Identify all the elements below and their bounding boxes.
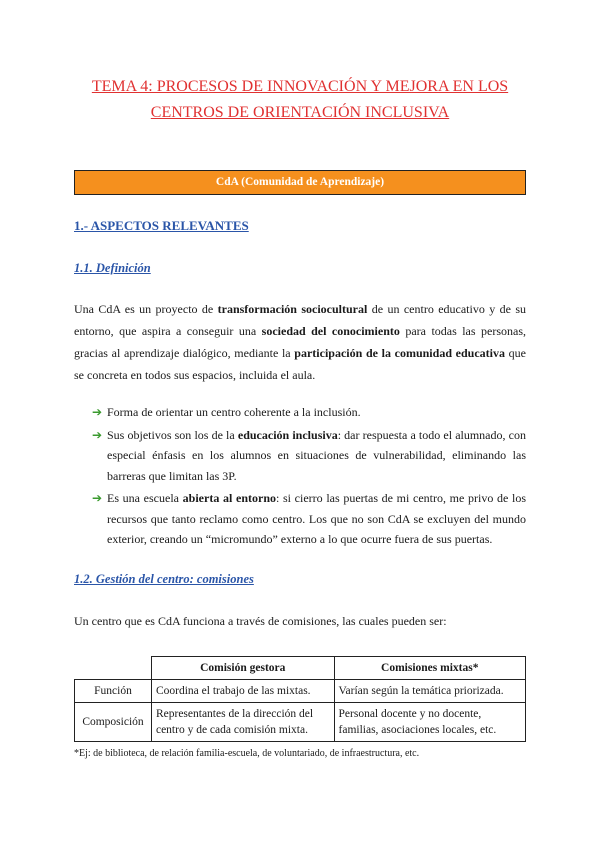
bold-educacion-inclusiva: educación inclusiva bbox=[237, 427, 338, 442]
document-title bbox=[60, 74, 540, 126]
header-comisiones-mixtas: Comisiones mixtas* bbox=[334, 657, 525, 680]
bold-participacion: participación de la comunidad educativa bbox=[294, 346, 505, 360]
bold-sociedad: sociedad del conocimiento bbox=[261, 324, 400, 338]
comisiones-table bbox=[74, 656, 526, 742]
section-heading-aspectos: 1.- ASPECTOS RELEVANTES bbox=[74, 218, 249, 233]
bold-abierta-entorno: abierta al entorno bbox=[182, 491, 276, 505]
table-cell: Varían según la temática priorizada. bbox=[334, 680, 525, 703]
header-comision-gestora: Comisión gestora bbox=[151, 657, 334, 680]
title-line-1: TEMA 4: PROCESOS DE INNOVACIÓN Y MEJORA EN LOS bbox=[91, 78, 509, 95]
arrow-right-icon: ➔ bbox=[92, 427, 103, 442]
comisiones-intro: Un centro que es CdA funciona a través de comisiones, las cuales pueden ser: bbox=[74, 614, 447, 628]
list-item: ➔ Forma de orientar un centro coherente a la inclusión. bbox=[92, 402, 526, 423]
table-footnote: *Ej: de biblioteca, de relación familia-escuela, de voluntariado, de infraestructura, etc. bbox=[74, 748, 420, 759]
row-label-funcion: Función bbox=[75, 680, 152, 703]
arrow-right-icon: ➔ bbox=[92, 491, 103, 505]
table-cell: Coordina el trabajo de las mixtas. bbox=[151, 680, 334, 703]
row-label-composicion: Composición bbox=[75, 703, 152, 742]
table-cell: Personal docente y no docente, familias, asociaciones locales, etc. bbox=[334, 703, 525, 742]
title-line-2: CENTROS DE ORIENTACIÓN INCLUSIVA bbox=[150, 104, 450, 121]
bold-transformacion: transformación sociocultural bbox=[217, 302, 368, 316]
features-list bbox=[92, 402, 526, 552]
subheading-definicion: 1.1. Definición bbox=[74, 261, 151, 275]
table-row bbox=[75, 680, 526, 703]
list-item: ➔ Sus objetivos son los de la educación inclusiva: dar respuesta a todo el alumnado, con especial énfasis en los alumnos en situaciones de vulnerabilidad, eliminando las barreras que limitan las 3P. bbox=[92, 425, 526, 487]
list-item: ➔ Es una escuela abierta al entorno: si cierro las puertas de mi centro, me privo de los recursos que tanto reclamo como centro. Los que no son CdA se excluyen del mundo exterior, creando un “micromundo” externo a lo que ocurre fuera de sus puertas. bbox=[92, 488, 526, 550]
definition-paragraph: Una CdA es un proyecto de transformación sociocultural de un centro educativo y de su entorno, que aspira a conseguir una sociedad del conocimiento para todas las personas, gracias al aprendizaje dialógico, mediante la participación de la comunidad educativa que se concreta en todos sus espacios, incluida el aula. bbox=[74, 302, 527, 382]
arrow-right-icon: ➔ bbox=[92, 405, 103, 419]
table-header-row bbox=[75, 657, 526, 680]
subheading-gestion: 1.2. Gestión del centro: comisiones bbox=[74, 572, 254, 586]
table-cell: Representantes de la dirección del centro y de cada comisión mixta. bbox=[151, 703, 334, 742]
table-row bbox=[75, 703, 526, 742]
table-corner-cell bbox=[75, 657, 152, 680]
cda-banner: CdA (Comunidad de Aprendizaje) bbox=[74, 170, 526, 195]
